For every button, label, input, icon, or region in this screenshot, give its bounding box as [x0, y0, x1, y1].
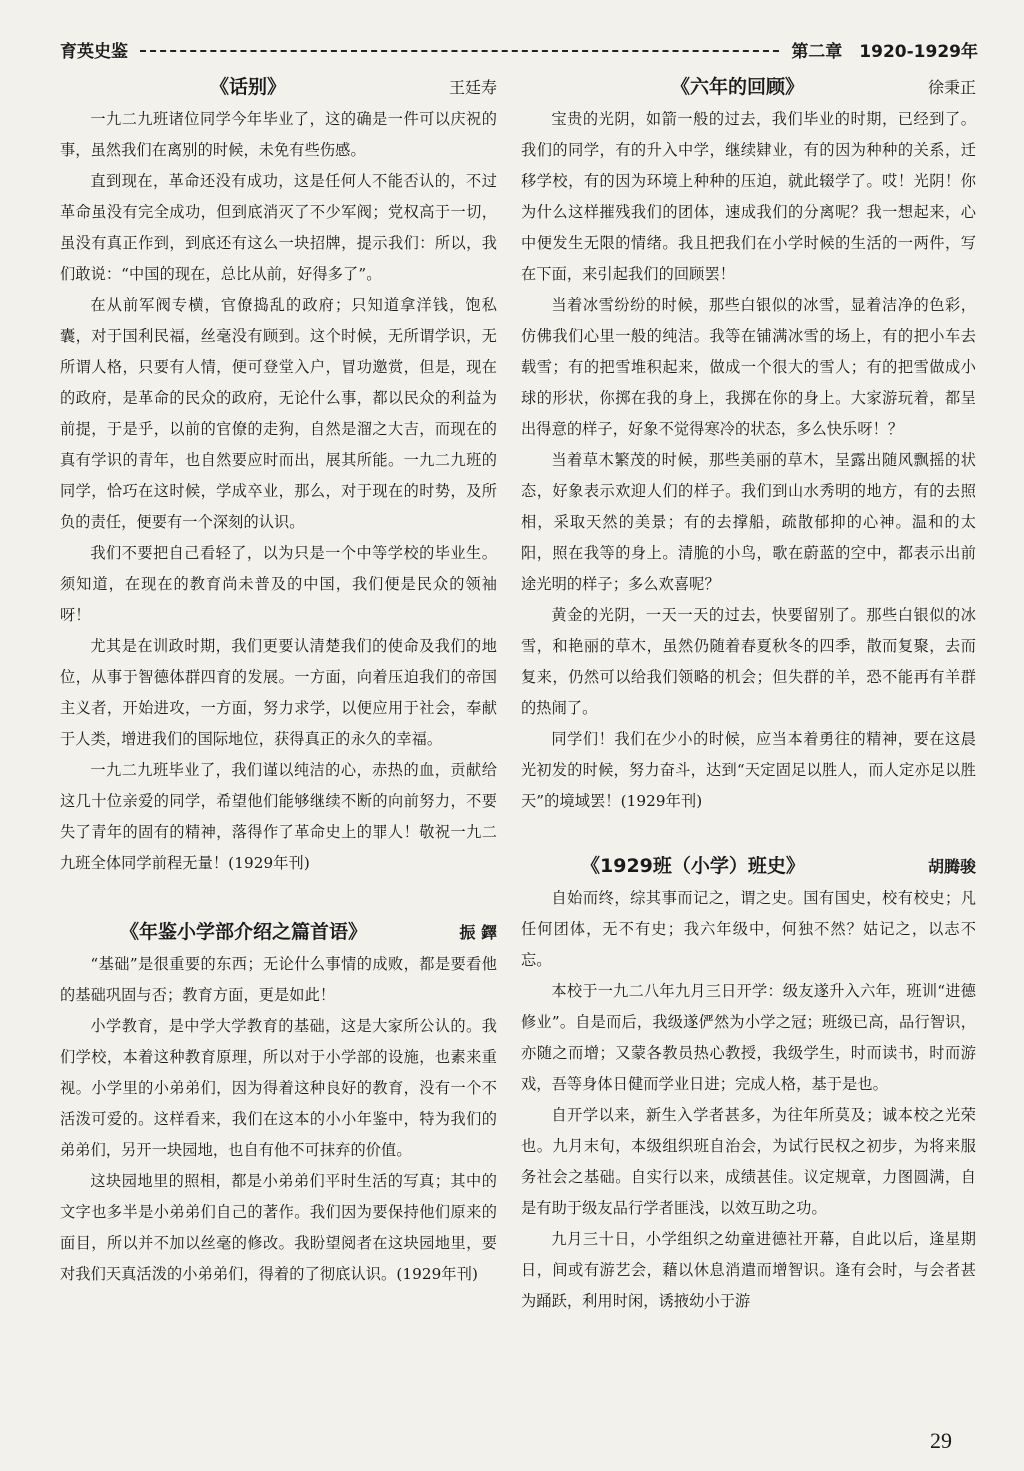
article-six-years-review	[521, 72, 976, 817]
book-title: 育英史鉴	[60, 41, 128, 62]
article-author: 王廷寿	[448, 78, 497, 97]
article-heading	[521, 851, 976, 883]
paragraph: 直到现在，革命还没有成功，这是任何人不能否认的，不过革命虽没有完全成功，但到底消灭了不少军阀；党权高于一切，虽没有真正作到，到底还有这么一块招牌，提示我们：所以，我们敢说：“中国的现在，总比从前，好得多了”。	[60, 172, 497, 283]
article-author: 徐秉正	[927, 78, 976, 97]
paragraph: 黄金的光阴，一天一天的过去，快要留别了。那些白银似的冰雪，和艳丽的草木，虽然仍随着春夏秋冬的四季，散而复聚，去而复来，仍然可以给我们领略的机会；但失群的羊，恐不能再有羊群的热闹了。	[521, 606, 976, 717]
paragraph: 当着草木繁茂的时候，那些美丽的草木，呈露出随风飘摇的状态，好象表示欢迎人们的样子。我们到山水秀明的地方，有的去照相，采取天然的美景；有的去撑船，疏散郁抑的心神。温和的太阳，照在我等的身上。清脆的小鸟，歌在蔚蓝的空中，都表示出前途光明的样子；多么欢喜呢？	[521, 451, 976, 593]
paragraph: 一九二九班毕业了，我们谨以纯洁的心，赤热的血，贡献给这几十位亲爱的同学，希望他们能够继续不断的向前努力，不要失了青年的固有的精神，落得作了革命史上的罪人！敬祝一九二九班全体同学前程无量！(1929年刊)	[60, 761, 497, 872]
paragraph: 宝贵的光阴，如箭一般的过去，我们毕业的时期，已经到了。我们的同学，有的升入中学，继续肄业，有的因为种种的关系，迁移学校，有的因为环境上种种的压迫，就此辍学了。哎！光阴！你为什么这样摧残我们的团体，速成我们的分离呢？我一想起来，心中便发生无限的情绪。我且把我们在小学时候的生活的一两件，写在下面，来引起我们的回顾罢！	[521, 110, 976, 283]
paragraph: 这块园地里的照相，都是小弟弟们平时生活的写真；其中的文字也多半是小弟弟们自己的著作。我们因为要保持他们原来的面目，所以并不加以丝毫的修改。我盼望阅者在这块园地里，要对我们天真活泼的小弟弟们，得着的了彻底认识。(1929年刊)	[60, 1172, 497, 1283]
article-farewell	[60, 72, 497, 879]
chapter-title: 第二章 1920-1929年	[791, 41, 978, 62]
paragraph: 我们不要把自己看轻了，以为只是一个中等学校的毕业生。须知道，在现在的教育尚未普及的中国，我们便是民众的领袖呀！	[60, 544, 497, 624]
paragraph: 自始而终，综其事而记之，谓之史。国有国史，校有校史；凡任何团体，无不有史；我六年级中，何独不然？姑记之，以志不忘。	[521, 889, 976, 969]
header-dashed-rule	[140, 50, 779, 52]
article-class-history	[521, 851, 976, 1317]
paragraph: 本校于一九二八年九月三日开学：级友遂升入六年，班训“进德修业”。自是而后，我级遂俨然为小学之冠；班级已高，品行智识，亦随之而增；又蒙各教员热心教授，我级学生，时而读书，时而游戏，吾等身体日健而学业日进；完成人格，基于是也。	[521, 982, 976, 1093]
article-author: 胡腾骏	[927, 857, 976, 876]
article-title: 《年鉴小学部介绍之篇首语》	[120, 921, 368, 943]
article-title: 《六年的回顾》	[671, 76, 805, 98]
paragraph: 尤其是在训政时期，我们更要认清楚我们的使命及我们的地位，从事于智德体群四育的发展。一方面，向着压迫我们的帝国主义者，开始进攻，一方面，努力求学，以便应用于社会，奉献于人类，增进我们的国际地位，获得真正的永久的幸福。	[60, 637, 497, 748]
paragraph: 在从前军阀专横，官僚捣乱的政府；只知道拿洋钱，饱私囊，对于国利民福，丝毫没有顾到。这个时候，无所谓学识，无所谓人格，只要有人情，便可登堂入户，冒功邀赏，但是，现在的政府，是革命的民众的政府，无论什么事，都以民众的利益为前提，于是乎，以前的官僚的走狗，自然是溜之大吉，而现在的真有学识的青年，也自然要应时而出，展其所能。一九二九班的同学，恰巧在这时候，学成卒业，那么，对于现在的时势，及所负的责任，便要有一个深刻的认识。	[60, 296, 497, 531]
paragraph: 九月三十日，小学组织之幼童进德社开幕，自此以后，逢星期日，间或有游艺会，藉以休息消遣而增智识。逢有会时，与会者甚为踊跃，利用时闲，诱掖幼小于游	[521, 1230, 976, 1310]
article-heading	[60, 917, 497, 949]
left-column	[60, 72, 497, 1316]
article-author: 振 鐸	[459, 923, 497, 942]
article-yearbook-intro	[60, 917, 497, 1290]
article-heading	[60, 72, 497, 104]
running-header	[60, 34, 978, 64]
article-heading	[521, 72, 976, 104]
right-column	[521, 72, 976, 1343]
paragraph: 一九二九班诸位同学今年毕业了，这的确是一件可以庆祝的事，虽然我们在离别的时候，未免有些伤感。	[60, 110, 497, 159]
paragraph: 同学们！我们在少小的时候，应当本着勇往的精神，要在这晨光初发的时候，努力奋斗，达到“天定固足以胜人，而人定亦足以胜天”的境域罢！(1929年刊)	[521, 730, 976, 810]
article-title: 《话别》	[210, 76, 287, 98]
paragraph: 小学教育，是中学大学教育的基础，这是大家所公认的。我们学校，本着这种教育原理，所以对于小学部的设施，也素来重视。小学里的小弟弟们，因为得着这种良好的教育，没有一个不活泼可爱的。这样看来，我们在这本的小小年鉴中，特为我们的弟弟们，另开一块园地，也自有他不可抹弃的价值。	[60, 1017, 497, 1159]
paragraph: 自开学以来，新生入学者甚多，为往年所莫及；诚本校之光荣也。九月末旬，本级组织班自治会，为试行民权之初步，为将来服务社会之基础。自实行以来，成绩甚佳。议定规章，力图圆满，自是有助于级友品行学者匪浅，以效互助之功。	[521, 1106, 976, 1217]
paragraph: “基础”是很重要的东西；无论什么事情的成败，都是要看他的基础巩固与否；教育方面，更是如此！	[60, 955, 497, 1004]
article-title: 《1929班（小学）班史》	[581, 855, 805, 877]
paragraph: 当着冰雪纷纷的时候，那些白银似的冰雪，显着洁净的色彩，仿佛我们心里一般的纯洁。我等在铺满冰雪的场上，有的把小车去载雪；有的把雪堆积起来，做成一个很大的雪人；有的把雪做成小球的形状，你掷在我的身上，我掷在你的身上。大家游玩着，都呈出得意的样子，好象不觉得寒冷的状态，多么快乐呀！？	[521, 296, 976, 438]
page-number: 29	[930, 1428, 952, 1453]
